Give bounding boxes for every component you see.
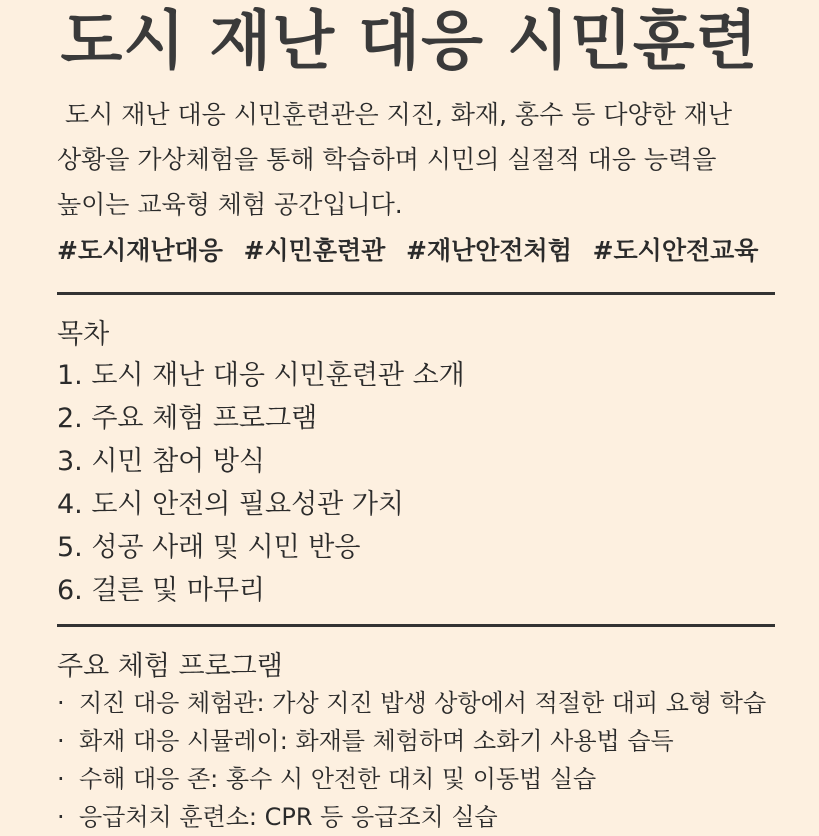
- toc-list: [57, 354, 465, 612]
- intro-paragraph: [57, 92, 777, 227]
- toc-item[interactable]: 6. 걸른 및 마무리: [57, 575, 266, 606]
- bullet-icon: ·: [57, 727, 65, 755]
- hashtag-row: [57, 231, 770, 267]
- toc-heading: 목차: [57, 319, 110, 350]
- intro-line: 도시 재난 대응 시민훈련관은 지진, 화재, 홍수 등 다양한 재난: [65, 100, 733, 129]
- program-text: 지진 대응 체험관: 가상 지진 밥생 상항에서 적절한 대피 요형 학습: [79, 689, 767, 717]
- bullet-icon: ·: [57, 803, 65, 831]
- hashtag[interactable]: #도시재난대응: [57, 236, 223, 265]
- bullet-icon: ·: [57, 765, 65, 793]
- programs-heading: 주요 체험 프로그램: [57, 651, 283, 682]
- toc-item[interactable]: 1. 도시 재난 대응 시민훈련관 소개: [57, 360, 465, 391]
- bullet-icon: ·: [57, 689, 65, 717]
- divider: [57, 292, 775, 295]
- list-item: [57, 684, 766, 722]
- toc-item[interactable]: 2. 주요 체험 프로그램: [57, 403, 318, 434]
- program-text: 화재 대응 시뮬레이: 화재를 체험하며 소화기 사용법 습득: [79, 727, 674, 755]
- programs-list: [57, 684, 766, 836]
- toc-item[interactable]: 5. 성공 사래 및 시민 반응: [57, 532, 361, 563]
- intro-line: 상황을 가상체험을 통해 학습하며 시민의 실절적 대응 능력을: [57, 145, 717, 174]
- hashtag[interactable]: #도시안전교육: [592, 236, 759, 265]
- page-title: 도시 재난 대응 시민훈련: [60, 5, 759, 79]
- list-item: [57, 760, 766, 798]
- program-text: 수해 대응 존: 홍수 시 안전한 대치 및 이동법 실습: [79, 765, 597, 793]
- divider: [57, 624, 775, 627]
- program-text: 응급처치 훈련소: CPR 등 응급조치 실습: [79, 803, 498, 831]
- hashtag[interactable]: #재난안전처험: [406, 236, 572, 265]
- toc-item[interactable]: 3. 시민 참어 방식: [57, 446, 266, 477]
- list-item: [57, 722, 766, 760]
- intro-line: 높이는 교육형 체험 공간입니다.: [57, 190, 403, 219]
- list-item: [57, 798, 766, 836]
- hashtag[interactable]: #시민훈련관: [243, 236, 386, 265]
- toc-item[interactable]: 4. 도시 안전의 필요성관 가치: [57, 489, 404, 520]
